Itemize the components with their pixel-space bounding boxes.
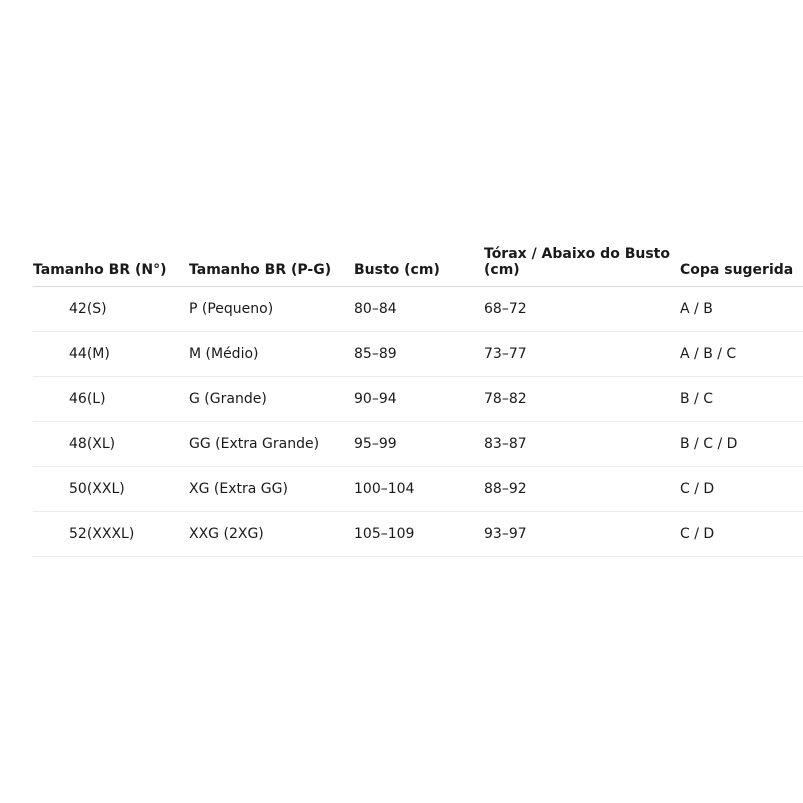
cell-size-number: 44(M) (33, 332, 189, 377)
header-bust: Busto (cm) (354, 246, 484, 287)
cell-bust: 105–109 (354, 512, 484, 557)
table-row (33, 467, 803, 512)
cell-size-letter: XG (Extra GG) (189, 467, 354, 512)
cell-size-number: 42(S) (33, 287, 189, 332)
cell-cup: A / B / C (680, 332, 803, 377)
cell-underbust: 68–72 (484, 287, 680, 332)
header-underbust: Tórax / Abaixo do Busto (cm) (484, 246, 680, 287)
cell-bust: 100–104 (354, 467, 484, 512)
cell-size-letter: P (Pequeno) (189, 287, 354, 332)
cell-size-letter: G (Grande) (189, 377, 354, 422)
cell-underbust: 93–97 (484, 512, 680, 557)
cell-size-letter: XXG (2XG) (189, 512, 354, 557)
table-row (33, 287, 803, 332)
cell-bust: 95–99 (354, 422, 484, 467)
cell-underbust: 78–82 (484, 377, 680, 422)
cell-size-letter: M (Médio) (189, 332, 354, 377)
size-chart-table (33, 246, 803, 557)
table-row (33, 512, 803, 557)
table-row (33, 422, 803, 467)
cell-cup: C / D (680, 512, 803, 557)
header-size-letter: Tamanho BR (P-G) (189, 246, 354, 287)
table-row (33, 332, 803, 377)
cell-cup: B / C / D (680, 422, 803, 467)
cell-size-number: 48(XL) (33, 422, 189, 467)
cell-bust: 85–89 (354, 332, 484, 377)
cell-cup: A / B (680, 287, 803, 332)
cell-bust: 80–84 (354, 287, 484, 332)
cell-size-number: 52(XXXL) (33, 512, 189, 557)
cell-cup: C / D (680, 467, 803, 512)
cell-underbust: 83–87 (484, 422, 680, 467)
cell-size-number: 50(XXL) (33, 467, 189, 512)
header-cup: Copa sugerida (680, 246, 803, 287)
cell-underbust: 73–77 (484, 332, 680, 377)
cell-underbust: 88–92 (484, 467, 680, 512)
cell-size-number: 46(L) (33, 377, 189, 422)
table-header-row (33, 246, 803, 287)
cell-cup: B / C (680, 377, 803, 422)
cell-bust: 90–94 (354, 377, 484, 422)
cell-size-letter: GG (Extra Grande) (189, 422, 354, 467)
header-size-number: Tamanho BR (N°) (33, 246, 189, 287)
table-row (33, 377, 803, 422)
